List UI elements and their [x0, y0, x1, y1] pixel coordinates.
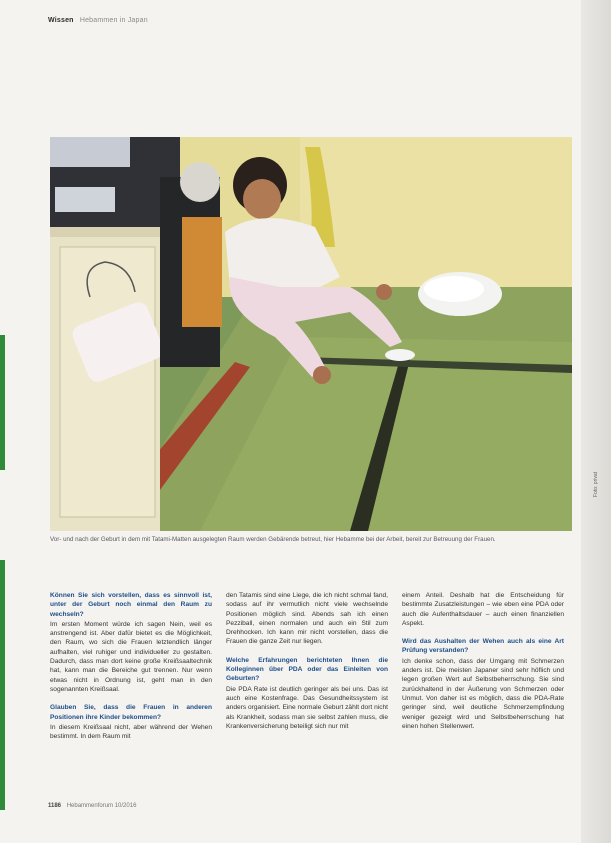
margin-marker — [0, 335, 5, 470]
section-label: Wissen — [48, 17, 74, 24]
section-subtitle: Hebammen in Japan — [79, 17, 148, 24]
interview-answer: In diesem Kreißsaal nicht, aber während der Wehen bestimmt. In dem Raum mit — [50, 723, 212, 741]
photo-credit: Foto: privat — [593, 471, 599, 497]
interview-answer: einem Anteil. Deshalb hat die Entscheidung für bestimmte Zusatzleistungen – wie eben eine PDA oder auch die Aufenthaltsdauer – auch einen finanziellen Aspekt. — [402, 592, 564, 627]
interview-answer: den Tatamis sind eine Liege, die ich nicht schmal fand, sodass auf ihr vermutlich nicht viele wechselnde Positionen möglich sind. Abends sah ich einen Pezziball, einen normalen und auch ein Stil zum Drehhocken. Ich kann mir nicht vorstellen, dass die Frauen die ganze Zeit nur liegen. — [226, 592, 388, 646]
photo-caption: Vor- und nach der Geburt in dem mit Tatami-Matten ausgelegten Raum werden Gebärende betreut, hier Hebamme bei der Arbeit, bereit zur Betreuung der Frauen. — [50, 536, 496, 543]
interview-question: Wird das Aushalten der Wehen auch als eine Art Prüfung verstanden? — [402, 638, 564, 655]
page-footer — [48, 803, 136, 809]
text-column-2 — [226, 591, 388, 731]
interview-answer: Die PDA Rate ist deutlich geringer als bei uns. Das ist auch eine Kostenfrage. Das Gesundheitssystem ist anders organisiert. Eine normale Geburt zählt dort nicht als Krankheit, sodass man sie selbst zahlen muss, die Krankenversicherung beteiligt sich nur mit — [226, 685, 388, 730]
text-column-1 — [50, 591, 212, 741]
text-column-3 — [402, 591, 564, 731]
page-header — [48, 17, 148, 24]
page-number: 1186 — [48, 803, 62, 809]
margin-marker — [0, 560, 5, 810]
interview-answer: Im ersten Moment würde ich sagen Nein, weil es anstrengend ist. Aber dafür bietet es die Möglichkeit, den Raum, wo sich die Frauen letztendlich länger aufhalten, viel ruhiger und individueller zu gestalten. Dadurch, dass man dort keine große Kreißsaaltechnik hat, kann man die Bereiche gut trennen. Nur wenn etwas nicht in Ordnung ist, geht man in den sogenannten Kreißsaal. — [50, 620, 212, 693]
interview-question: Können Sie sich vorstellen, dass es sinnvoll ist, unter der Geburt noch einmal den Raum zu wechseln? — [50, 592, 212, 618]
article-photo — [50, 137, 572, 531]
page-spine-shadow — [581, 0, 611, 843]
interview-answer: Ich denke schon, dass der Umgang mit Schmerzen anders ist. Die meisten Japaner sind sehr höflich und legen großen Wert auf Selbstbeherrschung. Sie sind zurückhaltend in der Äußerung von Schmerzen oder Unmut. Von daher ist es möglich, dass die PDA-Rate geringer sind, weil deutliche Schmerzempfindung weniger gezeigt wird und Selbstbeherrschung hat einen hohen Stellenwert. — [402, 657, 564, 730]
publication-name: Hebammenforum 10/2016 — [66, 803, 137, 809]
interview-question: Glauben Sie, dass die Frauen in anderen Positionen ihre Kinder bekommen? — [50, 704, 212, 721]
photo-illustration — [50, 137, 572, 531]
interview-question: Welche Erfahrungen berichteten Ihnen die Kolleginnen über PDA oder das Einleiten von Geburten? — [226, 656, 388, 683]
